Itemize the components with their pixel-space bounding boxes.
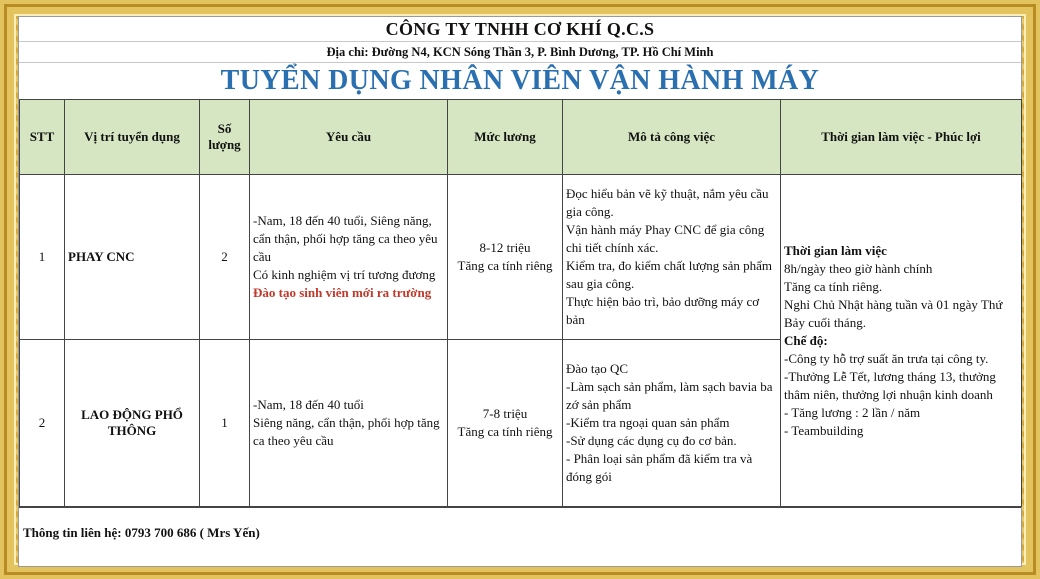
company-address: Địa chỉ: Đường N4, KCN Sóng Thần 3, P. Bình Dương, TP. Hồ Chí Minh (19, 42, 1021, 63)
page-title: TUYỂN DỤNG NHÂN VIÊN VẬN HÀNH MÁY (220, 65, 820, 96)
description-line: Đọc hiểu bản vẽ kỹ thuật, nắm yêu cầu gia công. (566, 186, 769, 219)
work-time-line: 8h/ngày theo giờ hành chính (784, 260, 933, 276)
row-requirements (250, 175, 448, 340)
work-time-title: Thời gian làm việc (784, 242, 887, 258)
requirement-line: Có kinh nghiệm vị trí tương đương (253, 267, 436, 282)
company-name: CÔNG TY TNHH CƠ KHÍ Q.C.S (19, 17, 1021, 42)
col-header-benefits: Thời gian làm việc - Phúc lợi (781, 100, 1022, 175)
salary-note: Tăng ca tính riêng (457, 258, 553, 273)
row-quantity: 1 (200, 340, 250, 507)
col-header-salary: Mức lương (448, 100, 563, 175)
work-time-line: Nghỉ Chủ Nhật hàng tuần và 01 ngày Thứ Bảy cuối tháng. (784, 296, 1003, 330)
requirement-line: -Nam, 18 đến 40 tuổi, Siêng năng, cẩn thận, phối hợp tăng ca theo yêu cầu (253, 213, 438, 264)
salary-range: 8-12 triệu (479, 240, 531, 255)
description-line: -Sử dụng các dụng cụ đo cơ bản. (566, 433, 737, 448)
contact-info: Thông tin liên hệ: 0793 700 686 ( Mrs Yến) (19, 507, 1021, 557)
col-header-description: Mô tả công việc (563, 100, 781, 175)
regime-line: -Thưởng Lễ Tết, lương tháng 13, thưởng thâm niên, thưởng lợi nhuận kinh doanh (784, 368, 996, 402)
row-stt: 1 (20, 175, 65, 340)
row-quantity: 2 (200, 175, 250, 340)
salary-range: 7-8 triệu (482, 406, 528, 421)
description-line: -Làm sạch sản phẩm, làm sạch bavia ba zớ sản phẩm (566, 379, 773, 412)
description-line: -Kiểm tra ngoại quan sản phẩm (566, 415, 730, 430)
benefits-cell (781, 175, 1022, 507)
col-header-stt: STT (20, 100, 65, 175)
description-line: - Phân loại sản phẩm đã kiểm tra và đóng gói (566, 451, 753, 484)
regime-line: - Tăng lương : 2 lần / năm (784, 404, 921, 420)
job-table (19, 99, 1022, 507)
row-salary (448, 340, 563, 507)
recruitment-sheet (18, 16, 1022, 567)
work-time-line: Tăng ca tính riêng. (784, 278, 883, 294)
table-header-row (20, 100, 1022, 175)
salary-note: Tăng ca tính riêng (457, 424, 553, 439)
col-header-quantity: Số lượng (200, 100, 250, 175)
regime-line: - Teambuilding (784, 422, 864, 438)
description-line: Thực hiện bảo trì, bảo dưỡng máy cơ bản (566, 294, 760, 327)
requirement-line: -Nam, 18 đến 40 tuổi (253, 397, 364, 412)
regime-title: Chế độ: (784, 332, 828, 348)
table-row (20, 175, 1022, 340)
row-salary (448, 175, 563, 340)
regime-line: -Công ty hỗ trợ suất ăn trưa tại công ty. (784, 350, 989, 366)
description-line: Kiểm tra, đo kiểm chất lượng sản phẩm sau gia công. (566, 258, 772, 291)
col-header-position: Vị trí tuyển dụng (65, 100, 200, 175)
requirement-highlight: Đào tạo sinh viên mới ra trường (253, 285, 432, 300)
row-description (563, 175, 781, 340)
row-requirements (250, 340, 448, 507)
col-header-requirements: Yêu cầu (250, 100, 448, 175)
row-description (563, 340, 781, 507)
requirement-line: Siêng năng, cẩn thận, phối hợp tăng ca theo yêu cầu (253, 415, 440, 448)
row-position: LAO ĐỘNG PHỔ THÔNG (65, 340, 200, 507)
description-line: Vận hành máy Phay CNC để gia công chi tiết chính xác. (566, 222, 765, 255)
description-line: Đào tạo QC (566, 361, 629, 376)
row-position: PHAY CNC (65, 175, 200, 340)
row-stt: 2 (20, 340, 65, 507)
